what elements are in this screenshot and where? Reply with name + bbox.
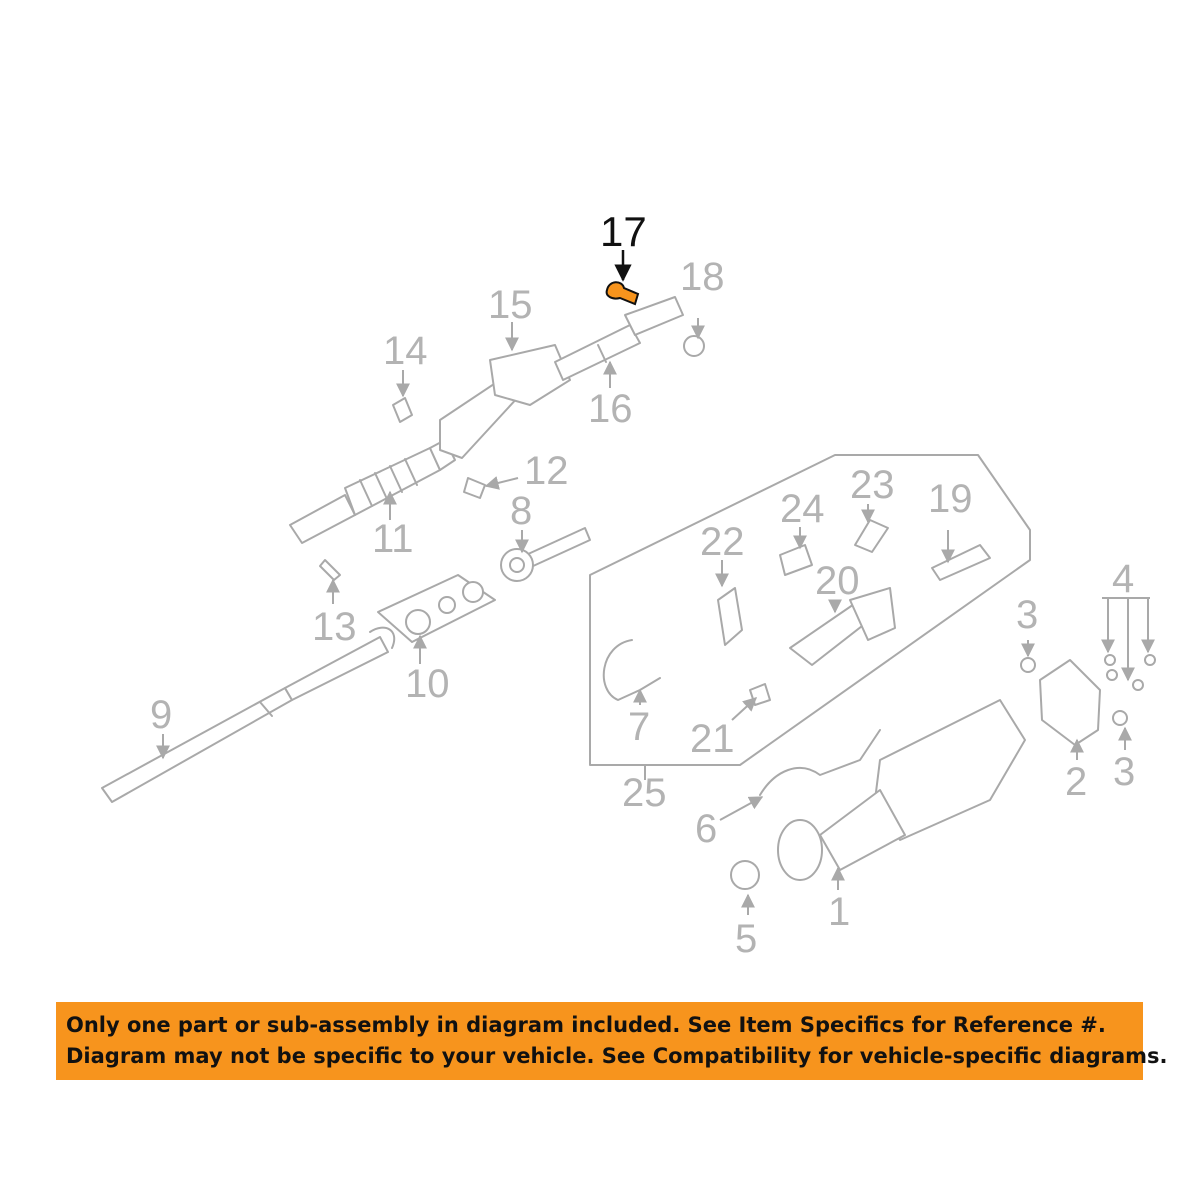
callout-15: 15	[488, 283, 533, 327]
callout-2: 2	[1065, 760, 1088, 804]
callout-25: 25	[622, 771, 667, 815]
part-14-clip	[393, 398, 412, 422]
part-3-nut-upper	[1021, 658, 1035, 672]
callout-21: 21	[690, 717, 735, 761]
part-15-boot-housing	[440, 345, 570, 458]
part-16-upper-shaft	[555, 297, 683, 380]
callout-10: 10	[405, 662, 450, 706]
callout-3-upper: 3	[1016, 593, 1039, 637]
disclaimer-line-1: Only one part or sub-assembly in diagram included. See Item Specifics for Reference #.	[66, 1013, 1106, 1037]
part-18-bushing	[684, 336, 704, 356]
callout-9: 9	[150, 693, 173, 737]
part-22-bracket	[718, 588, 742, 645]
part-23-lever	[855, 520, 888, 552]
part-8-intermediate-shaft	[501, 528, 590, 581]
part-4-bolts	[1105, 655, 1155, 690]
callout-4: 4	[1112, 557, 1135, 601]
part-7-wire-harness	[604, 640, 660, 700]
callout-20: 20	[815, 559, 860, 603]
part-6-cable	[760, 730, 880, 795]
disclaimer-line-2: Diagram may not be specific to your vehicle. See Compatibility for vehicle-specific diagrams.	[66, 1044, 1168, 1068]
part-5-ring	[731, 861, 759, 889]
part-19-pin	[932, 545, 990, 580]
callout-17: 17	[600, 208, 647, 255]
part-10-joint-kit	[378, 575, 495, 642]
callout-8: 8	[510, 489, 533, 533]
part-13-bolt	[320, 560, 340, 580]
callout-19: 19	[928, 477, 973, 521]
part-3-nut-lower	[1113, 711, 1127, 725]
callout-6: 6	[695, 807, 718, 851]
callout-16: 16	[588, 387, 633, 431]
part-24-cover	[780, 545, 812, 575]
part-12-bolt	[464, 478, 485, 498]
callout-3-lower: 3	[1113, 750, 1136, 794]
callout-23: 23	[850, 463, 895, 507]
callout-7: 7	[628, 705, 651, 749]
callout-14: 14	[383, 329, 428, 373]
part-17-bolt	[607, 282, 638, 304]
disclaimer-banner	[56, 1002, 1168, 1080]
callout-12: 12	[524, 449, 569, 493]
callout-18: 18	[680, 255, 725, 299]
part-9-lower-shaft	[102, 628, 394, 802]
callout-22: 22	[700, 520, 745, 564]
callout-13: 13	[312, 605, 357, 649]
callout-11: 11	[372, 517, 414, 561]
callout-24: 24	[780, 487, 825, 531]
part-1-column-jacket	[778, 700, 1025, 880]
part-2-plate	[1040, 660, 1100, 745]
callout-1: 1	[828, 890, 851, 934]
callout-5: 5	[735, 917, 758, 961]
